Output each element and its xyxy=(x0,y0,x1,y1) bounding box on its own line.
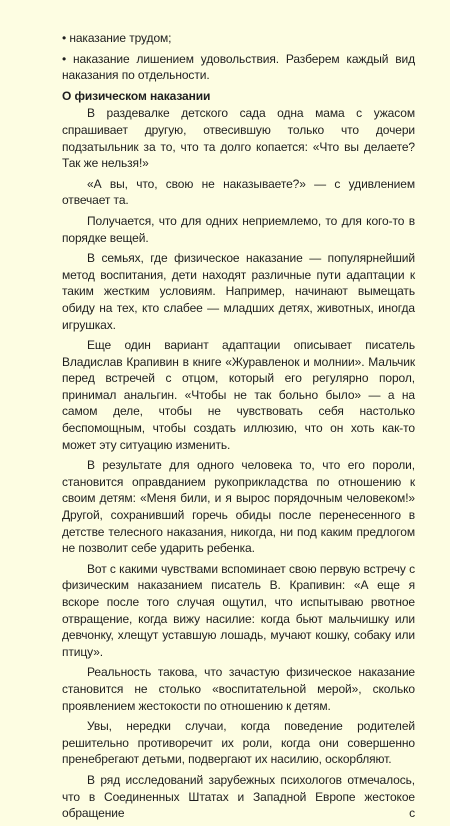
bullet-item: • наказание трудом; xyxy=(62,31,172,45)
bullet-item: • наказание лишением удовольствия. Разберем каждый вид наказания по отдельности. xyxy=(62,51,415,83)
document-page xyxy=(62,30,415,826)
paragraph: Увы, нередки случаи, когда поведение родителей решительно противоречит их роли, когда они совершенно пренебрегают детьми, подвергают их насилию, оскорбляют. xyxy=(62,719,415,767)
paragraph: В семьях, где физическое наказание — популярнейший метод воспитания, дети находят различные пути адаптации к таким жестким условиям. Например, начинают вымещать обиду на тех, кто слабее — младших детях, животных, иногда игрушках. xyxy=(62,251,415,332)
paragraph: В ряд исследований зарубежных психологов отмечалось, что в Соединенных Штатах и Западной Европе жестокое обращение с xyxy=(62,772,415,821)
paragraph: В результате для одного человека то, что его пороли, становится оправданием рукоприкладства по отношению к своим детям: «Меня били, и я вырос порядочным человеком!» Другой, сохранивший горечь обиды после перенесенного в детстве телесного наказания, никогда, ни под каким предлогом не позволит себе ударить ребенка. xyxy=(62,458,415,556)
section-heading: О физическом наказании xyxy=(62,88,211,103)
paragraph: «А вы, что, свою не наказываете?» — с удивлением отвечает та. xyxy=(62,176,415,208)
paragraph: Еще один вариант адаптации описывает писатель Владислав Крапивин в книге «Журавленок и молнии». Мальчик перед встречей с отцом, который его регулярно порол, принимал анальгин. «Чтобы не так больно было» — а на самом деле, чтобы не чувствовать себя настолько беспомощным, чтобы создать иллюзию, что он хоть как-то может эту ситуацию изменить. xyxy=(62,338,415,452)
paragraph: Вот с какими чувствами вспоминает свою первую встречу с физическим наказанием писатель В. Крапивин: «А еще я вскоре после того случая ощутил, что испытываю рвотное отвращение, когда вижу насилие: когда бьют мальчишку или девчонку, хлещут уставшую лошадь, мучают кошку, собаку или птицу». xyxy=(62,561,415,659)
paragraph: В раздевалке детского сада одна мама с ужасом спрашивает другую, отвесившую только что дочери подзатыльник за то, что та долго копается: «Что вы делаете? Так же нельзя!» xyxy=(62,106,415,171)
paragraph: Реальность такова, что зачастую физическое наказание становится не столько «воспитательной мерой», сколько проявлением жестокости по отношению к детям. xyxy=(62,665,415,713)
paragraph: Получается, что для одних неприемлемо, то для кого-то в порядке вещей. xyxy=(62,213,415,245)
